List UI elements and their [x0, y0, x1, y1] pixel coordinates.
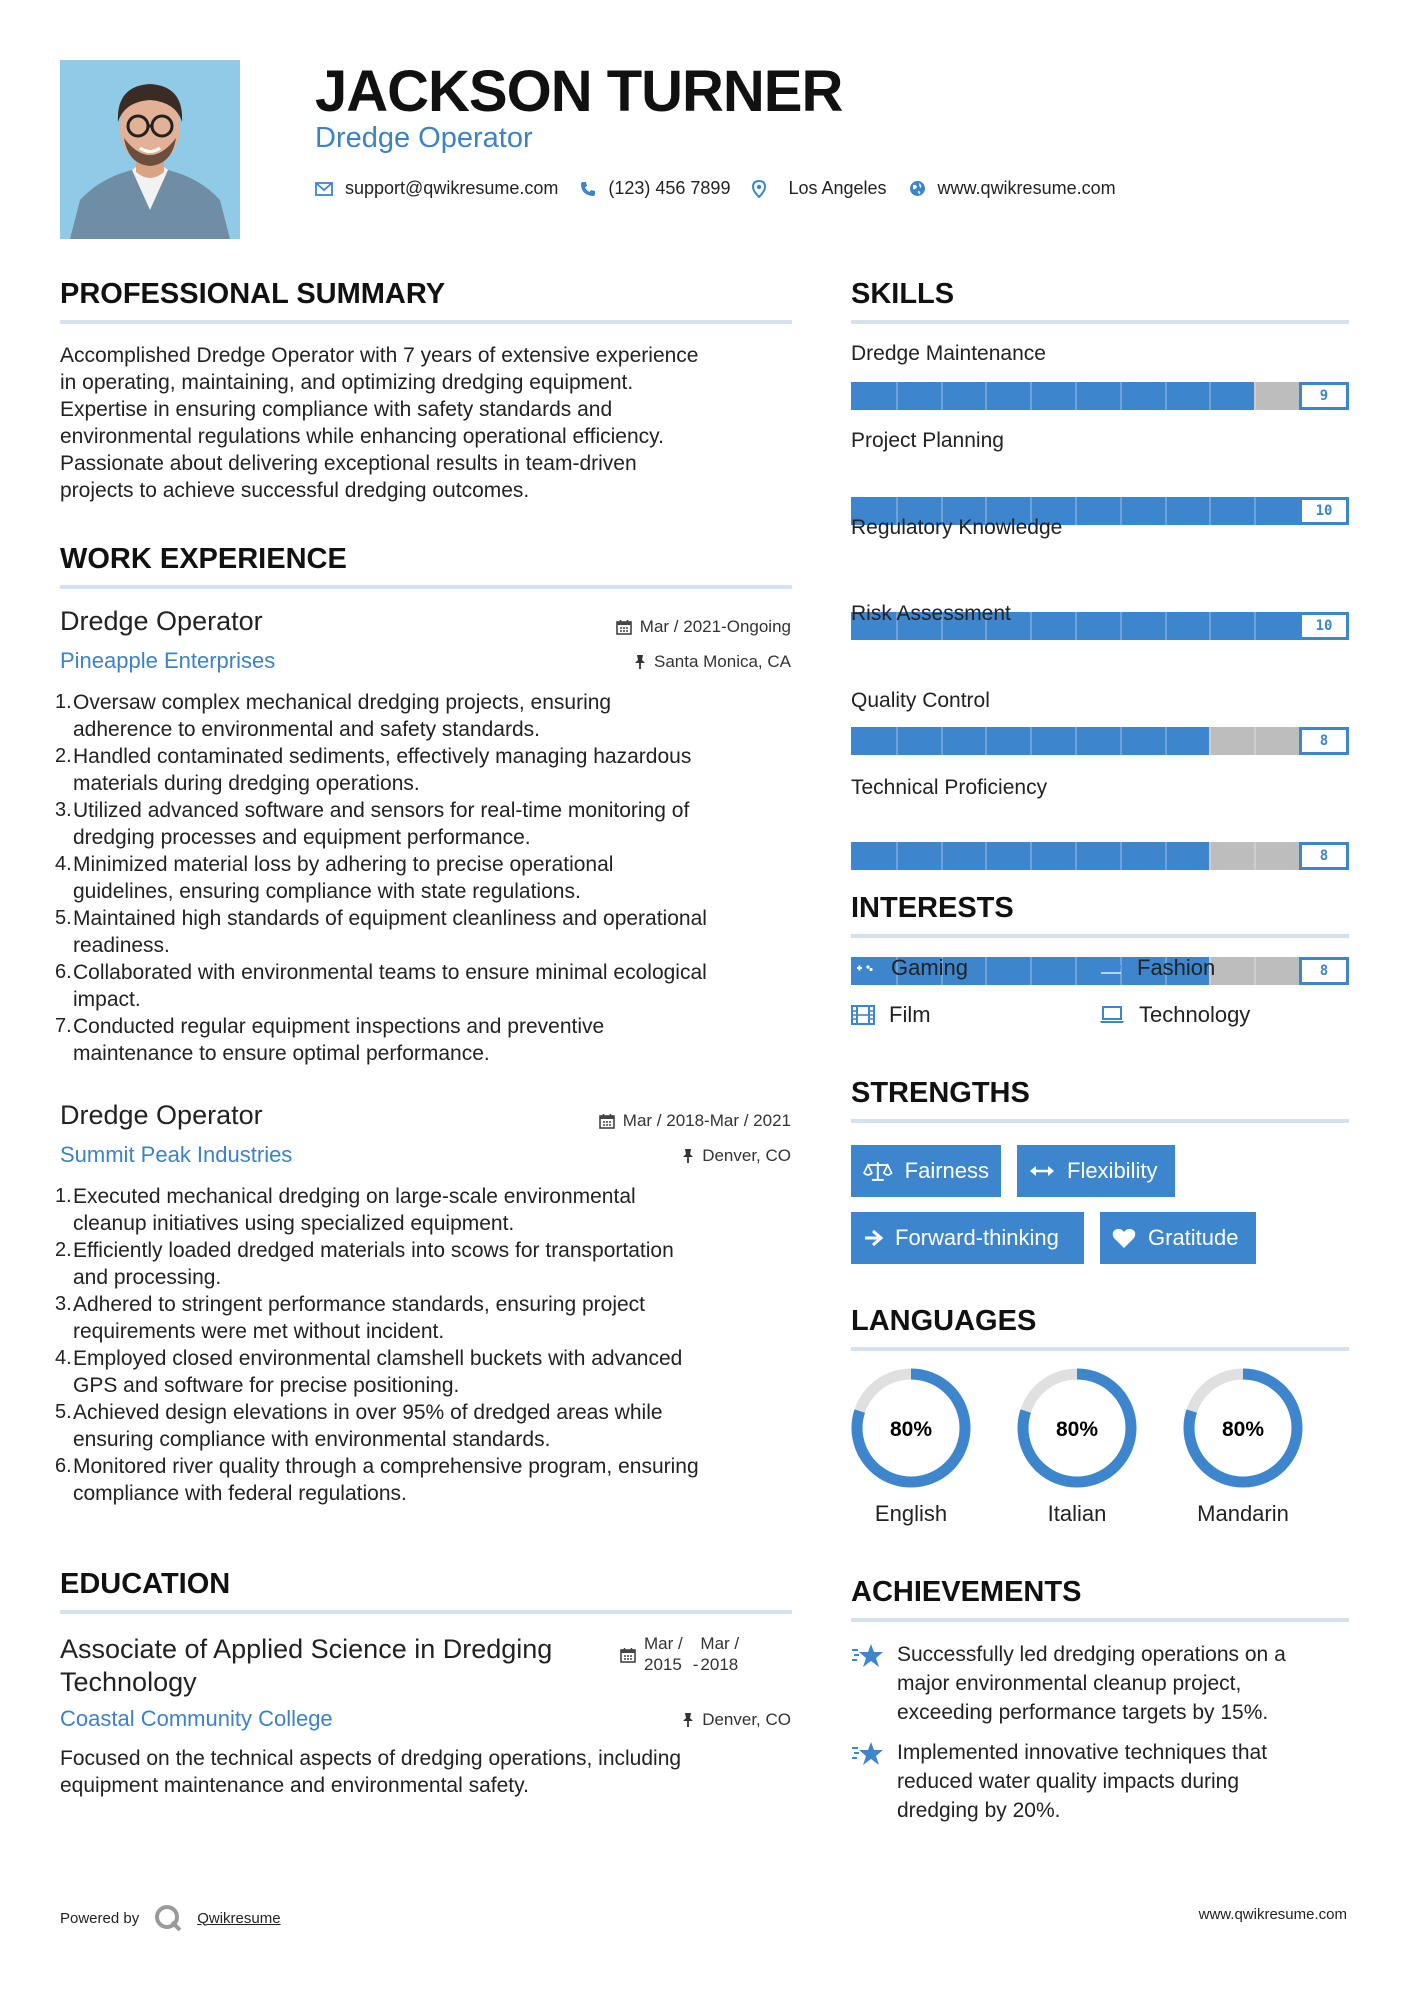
interest-label: Technology	[1139, 1002, 1251, 1027]
degree-line: Technology	[60, 1667, 197, 1697]
bullet-number: 3.	[55, 1293, 72, 1315]
contact-location	[752, 178, 886, 199]
skill-bar-fill	[851, 382, 1254, 410]
education-start	[644, 1633, 683, 1675]
achievements-divider	[851, 1618, 1349, 1622]
achievement-text	[897, 1738, 1267, 1825]
bullet-line: impact.	[73, 988, 141, 1011]
strength-label: Gratitude	[1148, 1225, 1239, 1250]
job-company: Pineapple Enterprises	[60, 648, 276, 673]
school-name: Coastal Community College	[60, 1706, 333, 1731]
skill-bar-segment	[1209, 727, 1211, 755]
achievement-text	[897, 1640, 1286, 1727]
summary-line: environmental regulations while enhancing operational efficiency.	[60, 425, 664, 448]
job-date	[599, 1111, 791, 1131]
achievement-line: Successfully led dredging operations on a	[897, 1643, 1286, 1666]
summary-line: in operating, maintaining, and optimizing dredging equipment.	[60, 371, 634, 394]
skill-bar-segment	[1120, 497, 1122, 525]
education-description	[60, 1745, 800, 1799]
language-name: Mandarin	[1197, 1501, 1289, 1526]
candidate-role: Dredge Operator	[315, 122, 533, 154]
job-bullet	[55, 743, 805, 797]
skill-bar-segment	[941, 727, 943, 755]
bullet-line: Maintained high standards of equipment cleanliness and operational	[73, 907, 707, 930]
contact-email-text: support@qwikresume.com	[345, 178, 559, 198]
job-bullet	[55, 1013, 805, 1067]
summary-heading: PROFESSIONAL SUMMARY	[60, 278, 446, 310]
contact-phone[interactable]	[580, 178, 730, 199]
summary-text	[60, 342, 800, 504]
skill-bar-segment	[985, 842, 987, 870]
skill-name: Project Planning	[851, 429, 1004, 452]
summary-line: Accomplished Dredge Operator with 7 years of extensive experience	[60, 344, 699, 367]
skill-bar-segment	[1165, 842, 1167, 870]
bullet-number: 6.	[55, 1455, 72, 1477]
language-english	[849, 1366, 973, 1495]
skill-score: 10	[1299, 497, 1349, 525]
skill-name: Regulatory Knowledge	[851, 516, 1063, 539]
job-bullet	[55, 1291, 805, 1345]
calendar-icon	[616, 619, 632, 635]
skill-bar-segment	[896, 842, 898, 870]
skill-bar-segment	[1120, 727, 1122, 755]
bullet-number: 1.	[55, 691, 72, 713]
language-percent: 80%	[1055, 1418, 1099, 1441]
language-name: English	[874, 1501, 948, 1526]
skill-score: 8	[1299, 842, 1349, 870]
bullet-line: and processing.	[73, 1266, 222, 1289]
skills-divider	[851, 320, 1349, 324]
bullet-line: compliance with federal regulations.	[73, 1482, 407, 1505]
end-year: 2018	[700, 1655, 739, 1674]
language-percent: 80%	[889, 1418, 933, 1441]
skill-bar-segment	[985, 727, 987, 755]
skill-bar-segment	[1030, 612, 1032, 640]
experience-divider	[60, 585, 792, 589]
skill-bar-segment	[985, 957, 987, 985]
bullet-line: readiness.	[73, 934, 170, 957]
skill-bar-segment	[1075, 727, 1077, 755]
bullet-number: 6.	[55, 961, 72, 983]
laptop-icon	[1099, 1006, 1125, 1024]
job-bullet-list	[55, 689, 805, 1067]
bullet-line: Oversaw complex mechanical dredging projects, ensuring	[73, 691, 612, 714]
skill-bar	[851, 842, 1349, 870]
bullet-line: Employed closed environmental clamshell buckets with advanced	[73, 1347, 683, 1370]
skill-bar-segment	[1209, 842, 1211, 870]
job-bullet	[55, 959, 805, 1013]
education-dates	[620, 1633, 739, 1675]
bullet-line: Executed mechanical dredging on large-scale environmental	[73, 1185, 636, 1208]
bullet-line: Minimized material loss by adhering to precise operational	[73, 853, 614, 876]
achievement-line: reduced water quality impacts during	[897, 1770, 1240, 1793]
job-bullet	[55, 851, 805, 905]
bullet-line: ensuring compliance with environmental standards.	[73, 1428, 551, 1451]
achievement-item	[851, 1640, 1349, 1727]
interest-label: Gaming	[891, 955, 969, 980]
map-pin-icon	[752, 180, 766, 198]
languages-divider	[851, 1347, 1349, 1351]
strength-chip-gratitude	[1100, 1212, 1256, 1264]
footer-brand-link[interactable]: Qwikresume	[197, 1909, 281, 1927]
achievements-heading: ACHIEVEMENTS	[851, 1576, 1082, 1608]
skill-name: Dredge Maintenance	[851, 342, 1046, 365]
skill-bar	[851, 727, 1349, 755]
bullet-number: 4.	[55, 1347, 72, 1369]
degree-title	[60, 1633, 552, 1699]
job-bullet	[55, 1183, 805, 1237]
bullet-line: Efficiently loaded dredged materials into scows for transportation	[73, 1239, 674, 1262]
candidate-name: JACKSON TURNER	[315, 59, 843, 124]
strength-label: Forward-thinking	[895, 1225, 1059, 1250]
star-award-icon	[851, 1740, 885, 1768]
skill-bar-segment	[1030, 842, 1032, 870]
bullet-number: 5.	[55, 907, 72, 929]
pushpin-icon	[634, 654, 646, 670]
interests-divider	[851, 934, 1349, 938]
summary-divider	[60, 320, 792, 324]
contact-location-text: Los Angeles	[788, 178, 887, 198]
job-location-text: Santa Monica, CA	[653, 652, 791, 671]
job-bullet	[55, 1345, 805, 1399]
bullet-line: adherence to environmental and safety standards.	[73, 718, 540, 741]
job-bullet-list	[55, 1183, 805, 1507]
contact-phone-text: (123) 456 7899	[608, 178, 731, 198]
job-bullet	[55, 1399, 805, 1453]
education-desc-line: Focused on the technical aspects of dredging operations, including	[60, 1747, 682, 1770]
end-month: Mar /	[700, 1634, 740, 1653]
skill-bar-segment	[1030, 957, 1032, 985]
job-bullet	[55, 905, 805, 959]
education-end	[700, 1633, 739, 1675]
achievement-line: major environmental cleanup project,	[897, 1672, 1242, 1695]
bullet-line: Handled contaminated sediments, effectively managing hazardous	[73, 745, 692, 768]
bullet-line: Monitored river quality through a comprehensive program, ensuring	[73, 1455, 699, 1478]
skill-bar-segment	[1254, 727, 1256, 755]
experience-heading: WORK EXPERIENCE	[60, 543, 347, 575]
calendar-icon	[599, 1113, 615, 1129]
skill-bar-segment	[1254, 497, 1256, 525]
job-company: Summit Peak Industries	[60, 1142, 293, 1167]
bullet-number: 1.	[55, 1185, 72, 1207]
skill-bar-segment	[1165, 727, 1167, 755]
skill-bar-segment	[1165, 612, 1167, 640]
achievement-line: dredging by 20%.	[897, 1799, 1061, 1822]
contact-website-text: www.qwikresume.com	[937, 178, 1116, 198]
language-progress-ring	[849, 1366, 973, 1490]
skill-bar-segment	[941, 842, 943, 870]
footer-powered-by	[60, 1903, 281, 1933]
languages-heading: LANGUAGES	[851, 1305, 1037, 1337]
phone-icon	[580, 181, 596, 197]
achievement-item	[851, 1738, 1349, 1825]
interest-label: Film	[889, 1002, 931, 1027]
skill-name: Risk Assessment	[851, 602, 1011, 625]
summary-line: projects to achieve successful dredging outcomes.	[60, 479, 530, 502]
arrows-horizontal-icon	[1029, 1164, 1055, 1178]
skill-bar-segment	[985, 382, 987, 410]
job-title: Dredge Operator	[60, 606, 263, 636]
skill-name: Technical Proficiency	[851, 776, 1048, 799]
globe-icon	[909, 180, 926, 197]
bullet-number: 5.	[55, 1401, 72, 1423]
bullet-line: Utilized advanced software and sensors for real-time monitoring of	[73, 799, 690, 822]
skill-score: 8	[1299, 727, 1349, 755]
skill-bar-segment	[1165, 382, 1167, 410]
calendar-icon	[620, 1647, 636, 1663]
language-mandarin	[1181, 1366, 1305, 1495]
skill-bar-segment	[1120, 382, 1122, 410]
education-heading: EDUCATION	[60, 1568, 231, 1600]
skill-bar-segment	[1254, 842, 1256, 870]
bullet-line: Achieved design elevations in over 95% of dredged areas while	[73, 1401, 663, 1424]
job-location-text: Denver, CO	[702, 1146, 791, 1165]
skill-name: Quality Control	[851, 689, 990, 712]
job-date	[616, 617, 791, 637]
skill-bar-segment	[1030, 727, 1032, 755]
language-name: Italian	[1047, 1501, 1107, 1526]
interest-label: Fashion	[1137, 955, 1216, 980]
profile-photo	[60, 60, 240, 239]
skill-bar-segment	[896, 382, 898, 410]
language-italian	[1015, 1366, 1139, 1495]
job-location	[682, 1146, 791, 1166]
skill-bar-segment	[1209, 612, 1211, 640]
bullet-number: 2.	[55, 745, 72, 767]
strengths-heading: STRENGTHS	[851, 1077, 1030, 1109]
skill-bar-segment	[1075, 497, 1077, 525]
achievement-line: Implemented innovative techniques that	[897, 1741, 1268, 1764]
skills-heading: SKILLS	[851, 278, 955, 310]
job-date-text: Mar / 2021-Ongoing	[639, 617, 791, 636]
star-award-icon	[851, 1642, 885, 1670]
bullet-line: Conducted regular equipment inspections and preventive	[73, 1015, 605, 1038]
skill-bar-segment	[1120, 612, 1122, 640]
heart-icon	[1112, 1227, 1136, 1249]
skill-bar-segment	[1254, 957, 1256, 985]
avatar-illustration	[60, 60, 240, 239]
job-bullet	[55, 1453, 805, 1507]
skill-bar-segment	[1075, 612, 1077, 640]
strength-chip-fairness	[851, 1145, 1001, 1197]
start-month: Mar /	[644, 1634, 683, 1653]
shopping-bag-icon	[1099, 957, 1123, 979]
interest-film	[851, 1002, 931, 1028]
bullet-number: 2.	[55, 1239, 72, 1261]
bullet-line: Collaborated with environmental teams to ensure minimal ecological	[73, 961, 707, 984]
bullet-line: GPS and software for precise positioning.	[73, 1374, 460, 1397]
skill-bar-segment	[896, 727, 898, 755]
skill-bar-segment	[1254, 612, 1256, 640]
education-location	[682, 1710, 791, 1730]
interest-gaming	[851, 955, 968, 981]
pushpin-icon	[682, 1148, 694, 1164]
footer-website-link[interactable]: www.qwikresume.com	[1198, 1906, 1347, 1923]
summary-line: Passionate about delivering exceptional results in team-driven	[60, 452, 637, 475]
job-date-text: Mar / 2018-Mar / 2021	[622, 1111, 791, 1130]
arrow-right-icon	[863, 1229, 883, 1247]
bullet-line: dredging processes and equipment performance.	[73, 826, 531, 849]
envelope-icon	[315, 182, 333, 196]
date-separator: -	[692, 1655, 699, 1674]
pushpin-icon	[682, 1712, 694, 1728]
qwikresume-logo-icon	[153, 1903, 183, 1933]
skill-score: 9	[1299, 382, 1349, 410]
skill-bar-segment	[941, 382, 943, 410]
skill-bar-segment	[1254, 382, 1256, 410]
strength-label: Flexibility	[1067, 1158, 1158, 1183]
education-location-text: Denver, CO	[702, 1710, 791, 1729]
skill-bar-segment	[1165, 497, 1167, 525]
skill-score: 10	[1299, 612, 1349, 640]
bullet-number: 3.	[55, 799, 72, 821]
powered-by-label: Powered by	[60, 1909, 140, 1927]
contact-email[interactable]	[315, 178, 558, 199]
bullet-line: materials during dredging operations.	[73, 772, 420, 795]
bullet-number: 7.	[55, 1015, 72, 1037]
bullet-line: guidelines, ensuring compliance with state regulations.	[73, 880, 581, 903]
skill-bar-segment	[1075, 842, 1077, 870]
skill-bar-segment	[1075, 382, 1077, 410]
contact-website[interactable]	[909, 178, 1116, 199]
strength-label: Fairness	[904, 1158, 989, 1183]
bullet-number: 4.	[55, 853, 72, 875]
language-percent: 80%	[1221, 1418, 1265, 1441]
education-divider	[60, 1610, 792, 1614]
contact-bar	[315, 178, 1138, 199]
skill-bar-segment	[1209, 497, 1211, 525]
job-bullet	[55, 1237, 805, 1291]
gamepad-icon	[851, 960, 877, 976]
language-progress-ring	[1015, 1366, 1139, 1490]
bullet-line: requirements were met without incident.	[73, 1320, 445, 1343]
interest-technology	[1099, 1002, 1250, 1028]
education-desc-line: equipment maintenance and environmental safety.	[60, 1774, 529, 1797]
skill-score: 8	[1299, 957, 1349, 985]
scale-icon	[863, 1160, 893, 1182]
strength-chip-forward-thinking	[851, 1212, 1084, 1264]
job-title: Dredge Operator	[60, 1100, 263, 1130]
skill-bar-segment	[1075, 957, 1077, 985]
skill-bar	[851, 382, 1349, 410]
bullet-line: maintenance to ensure optimal performance.	[73, 1042, 490, 1065]
film-icon	[851, 1005, 875, 1025]
skill-bar-segment	[1209, 382, 1211, 410]
summary-line: Expertise in ensuring compliance with safety standards and	[60, 398, 613, 421]
bullet-line: cleanup initiatives using specialized equipment.	[73, 1212, 515, 1235]
bullet-line: Adhered to stringent performance standards, ensuring project	[73, 1293, 645, 1316]
skill-bar-segment	[1120, 842, 1122, 870]
strengths-divider	[851, 1119, 1349, 1123]
strength-chip-flexibility	[1017, 1145, 1175, 1197]
skill-bar-segment	[1030, 382, 1032, 410]
interests-heading: INTERESTS	[851, 892, 1014, 924]
degree-line: Associate of Applied Science in Dredging	[60, 1634, 553, 1664]
job-bullet	[55, 797, 805, 851]
start-year: 2015	[644, 1655, 682, 1674]
job-location	[634, 652, 791, 672]
language-progress-ring	[1181, 1366, 1305, 1490]
job-bullet	[55, 689, 805, 743]
interest-fashion	[1099, 955, 1215, 981]
achievement-line: exceeding performance targets by 15%.	[897, 1701, 1269, 1724]
